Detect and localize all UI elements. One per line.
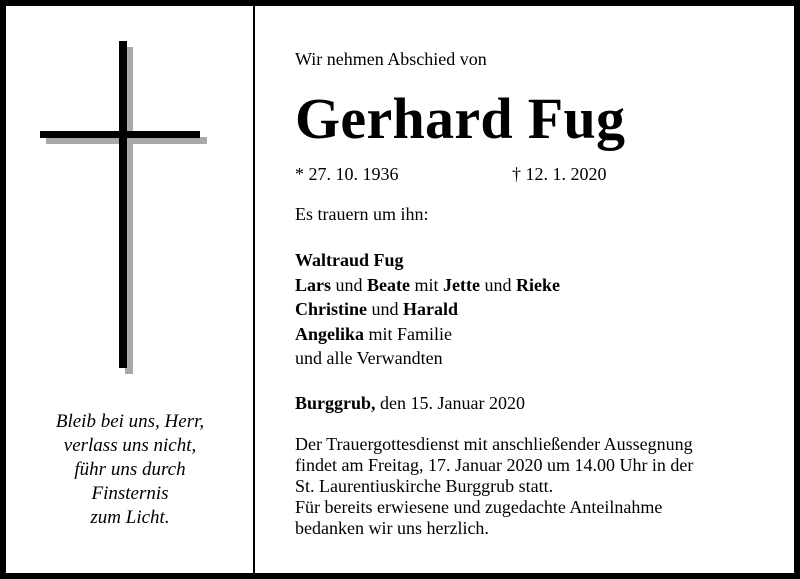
mourner-name: Harald	[403, 299, 459, 319]
mourner-name: Lars	[295, 274, 331, 295]
deceased-name: Gerhard Fug	[295, 86, 626, 151]
service-line: findet am Freitag, 17. Januar 2020 um 14.00 Uhr in der	[295, 455, 694, 475]
cross-horizontal-bar	[40, 131, 200, 138]
birth-date: * 27. 10. 1936	[295, 164, 399, 184]
mourners-list	[295, 248, 560, 371]
divider	[253, 6, 255, 573]
intro-text: Wir nehmen Abschied von	[295, 49, 487, 69]
mourner-name: Waltraud Fug	[295, 250, 404, 270]
place-town: Burggrub,	[295, 393, 376, 413]
mourner-name: Beate	[367, 274, 410, 295]
mourners-heading: Es trauern um ihn:	[295, 204, 429, 224]
mourner-line	[295, 248, 560, 273]
cross-vertical-bar	[119, 41, 127, 368]
connector: mit Familie	[368, 323, 453, 344]
connector: und	[371, 299, 399, 319]
service-line: Für bereits erwiesene und zugedachte Anteilnahme	[295, 497, 663, 517]
mourner-name: Rieke	[515, 274, 560, 295]
connector: und	[335, 274, 363, 295]
verse-line: Bleib bei uns, Herr,	[55, 411, 205, 432]
verse-line: zum Licht.	[90, 507, 170, 528]
death-date: † 12. 1. 2020	[512, 164, 607, 184]
mourner-line	[295, 346, 560, 371]
cross-icon	[6, 6, 253, 406]
mourner-name: Jette	[443, 274, 480, 295]
place-date	[295, 392, 525, 414]
verse-line: verlass uns nicht,	[63, 435, 197, 456]
connector: und	[484, 274, 512, 295]
verse-line: Finsternis	[91, 483, 169, 504]
verse-line: führ uns durch	[74, 459, 186, 480]
mourner-line	[295, 273, 560, 298]
service-line: St. Laurentiuskirche Burggrub statt.	[295, 476, 554, 496]
connector: und alle Verwandten	[295, 348, 443, 368]
verse	[20, 410, 240, 530]
mourner-line	[295, 297, 560, 322]
service-info	[295, 434, 693, 539]
connector: mit	[414, 274, 439, 295]
service-line: bedanken wir uns herzlich.	[295, 518, 489, 538]
place-date-text: den 15. Januar 2020	[380, 393, 525, 413]
service-line: Der Trauergottesdienst mit anschließender Aussegnung	[295, 434, 693, 454]
mourner-line	[295, 322, 560, 347]
mourner-name: Angelika	[295, 323, 365, 344]
mourner-name: Christine	[295, 299, 367, 319]
